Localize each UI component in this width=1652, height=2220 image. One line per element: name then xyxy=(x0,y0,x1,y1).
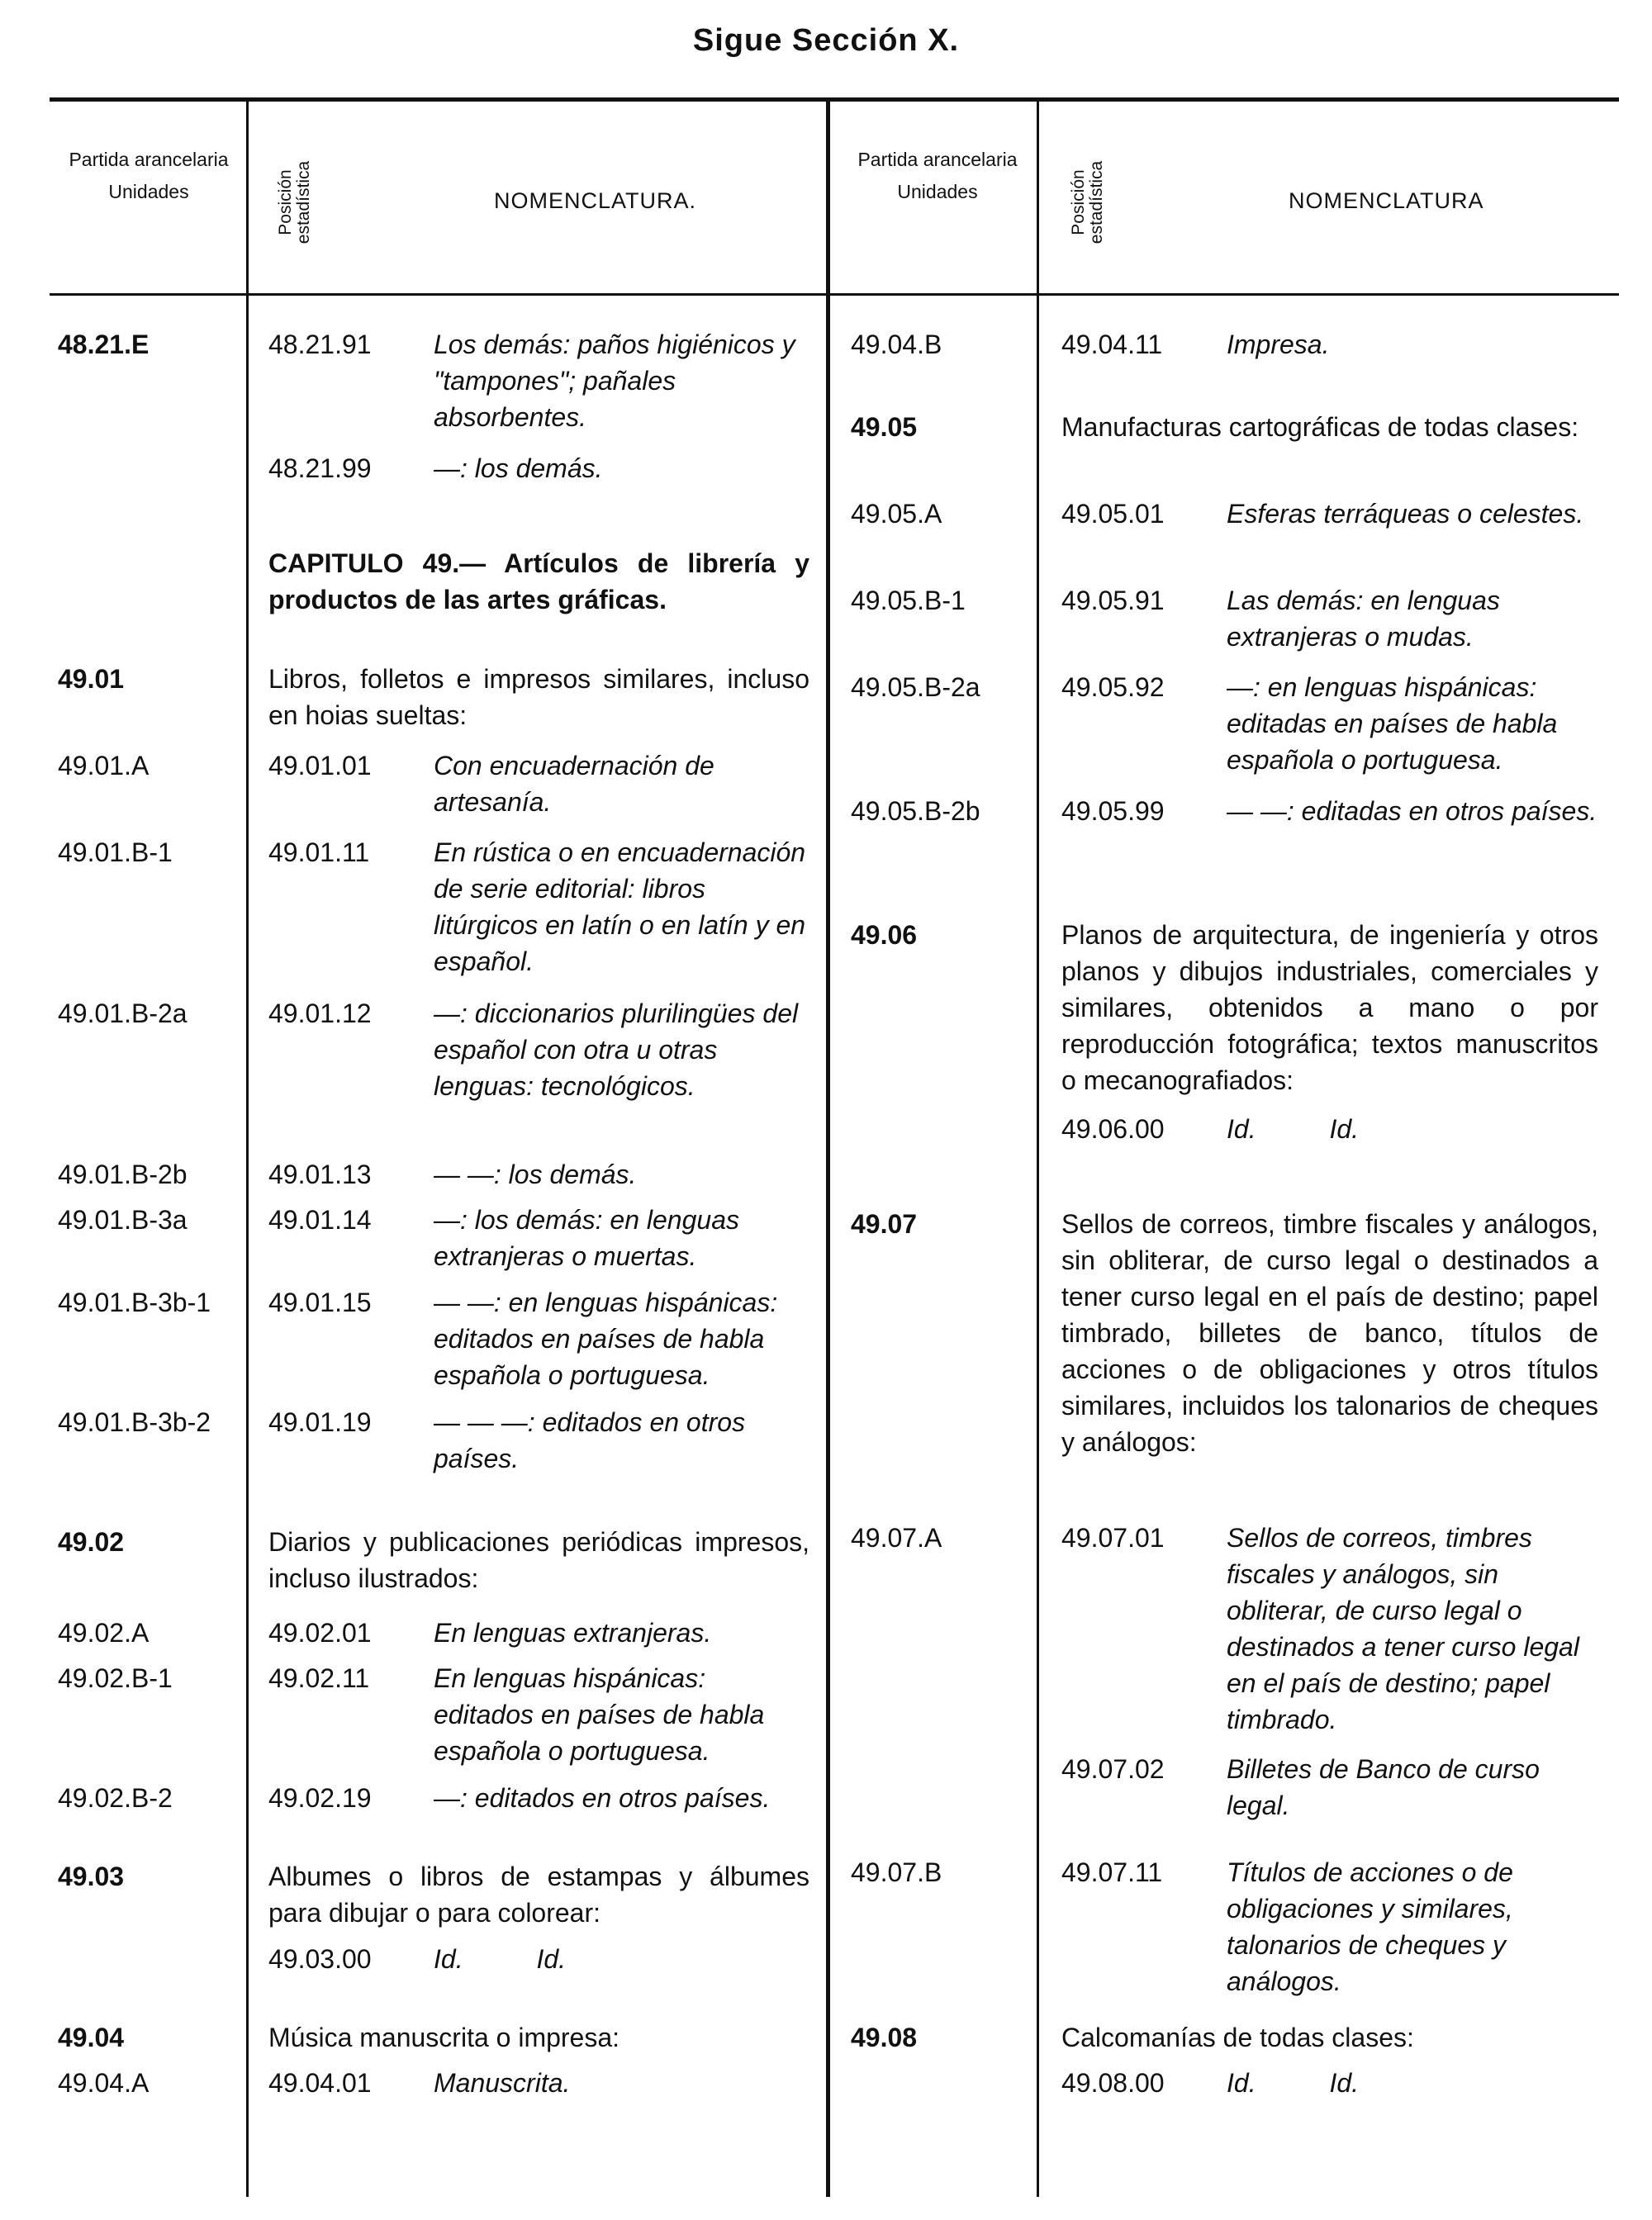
partida-code: 49.01.B-2a xyxy=(58,999,188,1028)
partida-code: 49.07.B xyxy=(851,1857,942,1887)
list-item xyxy=(58,747,809,834)
nomenclatura-text: — —: los demás. xyxy=(434,1160,637,1189)
nomenclatura-text: —: los demás: en lenguas extranjeras o muertas. xyxy=(434,1205,739,1271)
posicion-code: 49.05.99 xyxy=(1061,796,1165,826)
partida-code: 49.06 xyxy=(851,920,918,950)
posicion-code: 49.01.13 xyxy=(268,1160,372,1189)
header-bottom-rule xyxy=(50,293,1619,296)
left-header-nomenclatura: NOMENCLATURA. xyxy=(494,188,697,213)
posicion-code: 49.01.15 xyxy=(268,1288,372,1317)
nomenclatura-text: Impresa. xyxy=(1227,330,1330,359)
partida-code: 49.01 xyxy=(58,664,125,694)
nomenclatura-text: — — —: editados en otros países. xyxy=(434,1407,746,1473)
right-column xyxy=(851,326,1602,2110)
nomenclatura-text: Títulos de acciones o de obligaciones y similares, talonarios de cheques y análogos. xyxy=(1227,1857,1513,1996)
left-header-posicion: Posición estadística xyxy=(276,160,313,244)
partida-code: 49.02.A xyxy=(58,1618,150,1648)
nomenclatura-text: —: en lenguas hispánicas: editadas en países de habla española o portuguesa. xyxy=(1227,672,1558,775)
posicion-code: 49.01.14 xyxy=(268,1205,372,1235)
list-item xyxy=(58,1404,809,1524)
right-header-partida xyxy=(855,147,1020,206)
nomenclatura-text: Música manuscrita o impresa: xyxy=(268,2023,620,2052)
partida-code: 49.04.A xyxy=(58,2068,150,2098)
partida-code: 49.01.B-3b-2 xyxy=(58,1407,211,1437)
posicion-code: 49.05.01 xyxy=(1061,499,1165,529)
list-item xyxy=(58,1615,809,1660)
list-item xyxy=(58,1202,809,1284)
partida-code: 49.02 xyxy=(58,1527,125,1557)
nomenclatura-text: —: los demás. xyxy=(434,453,603,483)
nomenclatura-text: Planos de arquitectura, de ingeniería y otros planos y dibujos industriales, comerciales y similares, obtenidos a mano o por reproducción fotográfica; textos manuscritos o mecanografiados: xyxy=(1061,920,1598,1095)
list-item xyxy=(58,1284,809,1404)
list-item xyxy=(851,1751,1602,1854)
partida-code: 48.21.E xyxy=(58,330,150,359)
right-header-nomenclatura: NOMENCLATURA xyxy=(1289,188,1484,213)
right-header-partida-label: Partida arancelaria xyxy=(857,149,1018,170)
posicion-code: 49.06.00 xyxy=(1061,1114,1165,1144)
list-item xyxy=(58,1941,809,2019)
partida-code: 49.01.B-1 xyxy=(58,837,173,867)
page-title: Sigue Sección X. xyxy=(692,23,960,58)
chapter-heading-text: CAPITULO 49.— Artículos de librería y productos de las artes gráficas. xyxy=(268,548,809,614)
left-header-partida xyxy=(66,147,231,206)
posicion-code: 49.04.01 xyxy=(268,2068,372,2098)
partida-code: 49.01.B-3a xyxy=(58,1205,188,1235)
posicion-code: 48.21.91 xyxy=(268,330,372,359)
left-header-unidades: Unidades xyxy=(108,181,189,202)
list-item xyxy=(851,409,1602,496)
nomenclatura-text: Esferas terráqueas o celestes. xyxy=(1227,499,1584,529)
nomenclatura-text: Sellos de correos, timbre fiscales y análogos, sin obliterar, de curso legal o destinados a tener curso legal en el país de destino; papel timbrado, billetes de banco, títulos de acciones o de obligaciones y otros títulos similares, incluidos los talonarios de cheques y análogos: xyxy=(1061,1209,1598,1457)
partida-code: 49.05 xyxy=(851,412,918,442)
posicion-code: 49.05.91 xyxy=(1061,586,1165,615)
list-item xyxy=(851,1854,1602,2019)
posicion-code: 49.01.19 xyxy=(268,1407,372,1437)
nomenclatura-text: Manufacturas cartográficas de todas clases: xyxy=(1061,412,1579,442)
nomenclatura-text: Id. Id. xyxy=(1227,1114,1360,1144)
nomenclatura-text: Calcomanías de todas clases: xyxy=(1061,2023,1414,2052)
partida-code: 49.01.A xyxy=(58,751,150,780)
posicion-code: 49.01.12 xyxy=(268,999,372,1028)
partida-code: 49.02.B-1 xyxy=(58,1663,173,1693)
nomenclatura-text: En rústica o en encuadernación de serie editorial: libros litúrgicos en latín o en latín y en español. xyxy=(434,837,806,976)
nomenclatura-text: — —: editadas en otros países. xyxy=(1227,796,1597,826)
list-item xyxy=(851,496,1602,582)
list-item xyxy=(58,450,809,545)
list-item xyxy=(851,793,1602,917)
list-item xyxy=(58,1660,809,1780)
nomenclatura-text: Las demás: en lenguas extranjeras o mudas. xyxy=(1227,586,1500,652)
list-item xyxy=(58,326,809,450)
list-item xyxy=(58,834,809,995)
nomenclatura-text: Diarios y publicaciones periódicas impresos, incluso ilustrados: xyxy=(268,1527,809,1593)
posicion-code: 49.03.00 xyxy=(268,1944,372,1974)
nomenclatura-text: Albumes o libros de estampas y álbumes para dibujar o para colorear: xyxy=(268,1862,809,1928)
nomenclatura-text: En lenguas extranjeras. xyxy=(434,1618,712,1648)
posicion-code: 49.07.01 xyxy=(1061,1523,1165,1553)
partida-code: 49.05.A xyxy=(851,499,942,529)
partida-code: 49.05.B-2a xyxy=(851,672,980,702)
left-column xyxy=(58,326,809,2110)
posicion-code: 48.21.99 xyxy=(268,453,372,483)
partida-code: 49.04 xyxy=(58,2023,125,2052)
center-divider xyxy=(826,99,830,2197)
list-item xyxy=(58,1858,809,1941)
partida-code: 49.05.B-1 xyxy=(851,586,966,615)
partida-code: 49.02.B-2 xyxy=(58,1783,173,1813)
posicion-code: 49.01.01 xyxy=(268,751,372,780)
posicion-code: 49.01.11 xyxy=(268,837,370,867)
list-item xyxy=(851,2065,1602,2110)
list-item xyxy=(58,2019,809,2065)
posicion-code: 49.02.01 xyxy=(268,1618,372,1648)
nomenclatura-text: En lenguas hispánicas: editados en países de habla española o portuguesa. xyxy=(434,1663,765,1766)
partida-code: 49.01.B-3b-1 xyxy=(58,1288,211,1317)
nomenclatura-text: Libros, folletos e impresos similares, incluso en hoias sueltas: xyxy=(268,664,809,730)
top-rule xyxy=(50,97,1619,102)
list-item xyxy=(58,1780,809,1858)
nomenclatura-text: — —: en lenguas hispánicas: editados en países de habla española o portuguesa. xyxy=(434,1288,778,1390)
posicion-code: 49.05.92 xyxy=(1061,672,1165,702)
posicion-code: 49.07.02 xyxy=(1061,1754,1165,1784)
list-item xyxy=(58,2065,809,2110)
posicion-code: 49.02.19 xyxy=(268,1783,372,1813)
nomenclatura-text: —: editados en otros países. xyxy=(434,1783,771,1813)
nomenclatura-text: Id. Id. xyxy=(1227,2068,1360,2098)
list-item xyxy=(58,1524,809,1615)
posicion-code: 49.04.11 xyxy=(1061,330,1163,359)
posicion-code: 49.07.11 xyxy=(1061,1857,1163,1887)
left-header-partida-label: Partida arancelaria xyxy=(69,149,229,170)
right-header-posicion: Posición estadística xyxy=(1069,160,1106,244)
posicion-code: 49.08.00 xyxy=(1061,2068,1165,2098)
partida-code: 49.05.B-2b xyxy=(851,796,980,826)
list-item xyxy=(58,661,809,747)
right-header-unidades: Unidades xyxy=(897,181,978,202)
partida-code: 49.08 xyxy=(851,2023,918,2052)
list-item xyxy=(851,669,1602,793)
nomenclatura-text: Los demás: paños higiénicos y "tampones"; pañales absorbentes. xyxy=(434,330,795,432)
partida-code: 49.03 xyxy=(58,1862,125,1891)
partida-code: 49.04.B xyxy=(851,330,942,359)
chapter-heading xyxy=(58,545,809,661)
list-item xyxy=(851,917,1602,1111)
nomenclatura-text: Con encuadernación de artesanía. xyxy=(434,751,714,817)
nomenclatura-text: Manuscrita. xyxy=(434,2068,571,2098)
list-item xyxy=(851,2019,1602,2065)
list-item xyxy=(851,1111,1602,1206)
partida-code: 49.07.A xyxy=(851,1523,942,1553)
posicion-code: 49.02.11 xyxy=(268,1663,370,1693)
list-item xyxy=(851,326,1602,409)
list-item xyxy=(851,582,1602,669)
partida-code: 49.07 xyxy=(851,1209,918,1239)
list-item xyxy=(58,1156,809,1202)
nomenclatura-text: —: diccionarios plurilingües del español con otra u otras lenguas: tecnológicos. xyxy=(434,999,799,1101)
partida-code: 49.01.B-2b xyxy=(58,1160,188,1189)
nomenclatura-text: Sellos de correos, timbres fiscales y análogos, sin obliterar, de curso legal o destinados a tener curso legal en el país de destino; papel timbrado. xyxy=(1227,1523,1579,1734)
list-item xyxy=(851,1206,1602,1520)
list-item xyxy=(58,995,809,1156)
nomenclatura-text: Id. Id. xyxy=(434,1944,567,1974)
list-item xyxy=(851,1520,1602,1751)
nomenclatura-text: Billetes de Banco de curso legal. xyxy=(1227,1754,1540,1820)
